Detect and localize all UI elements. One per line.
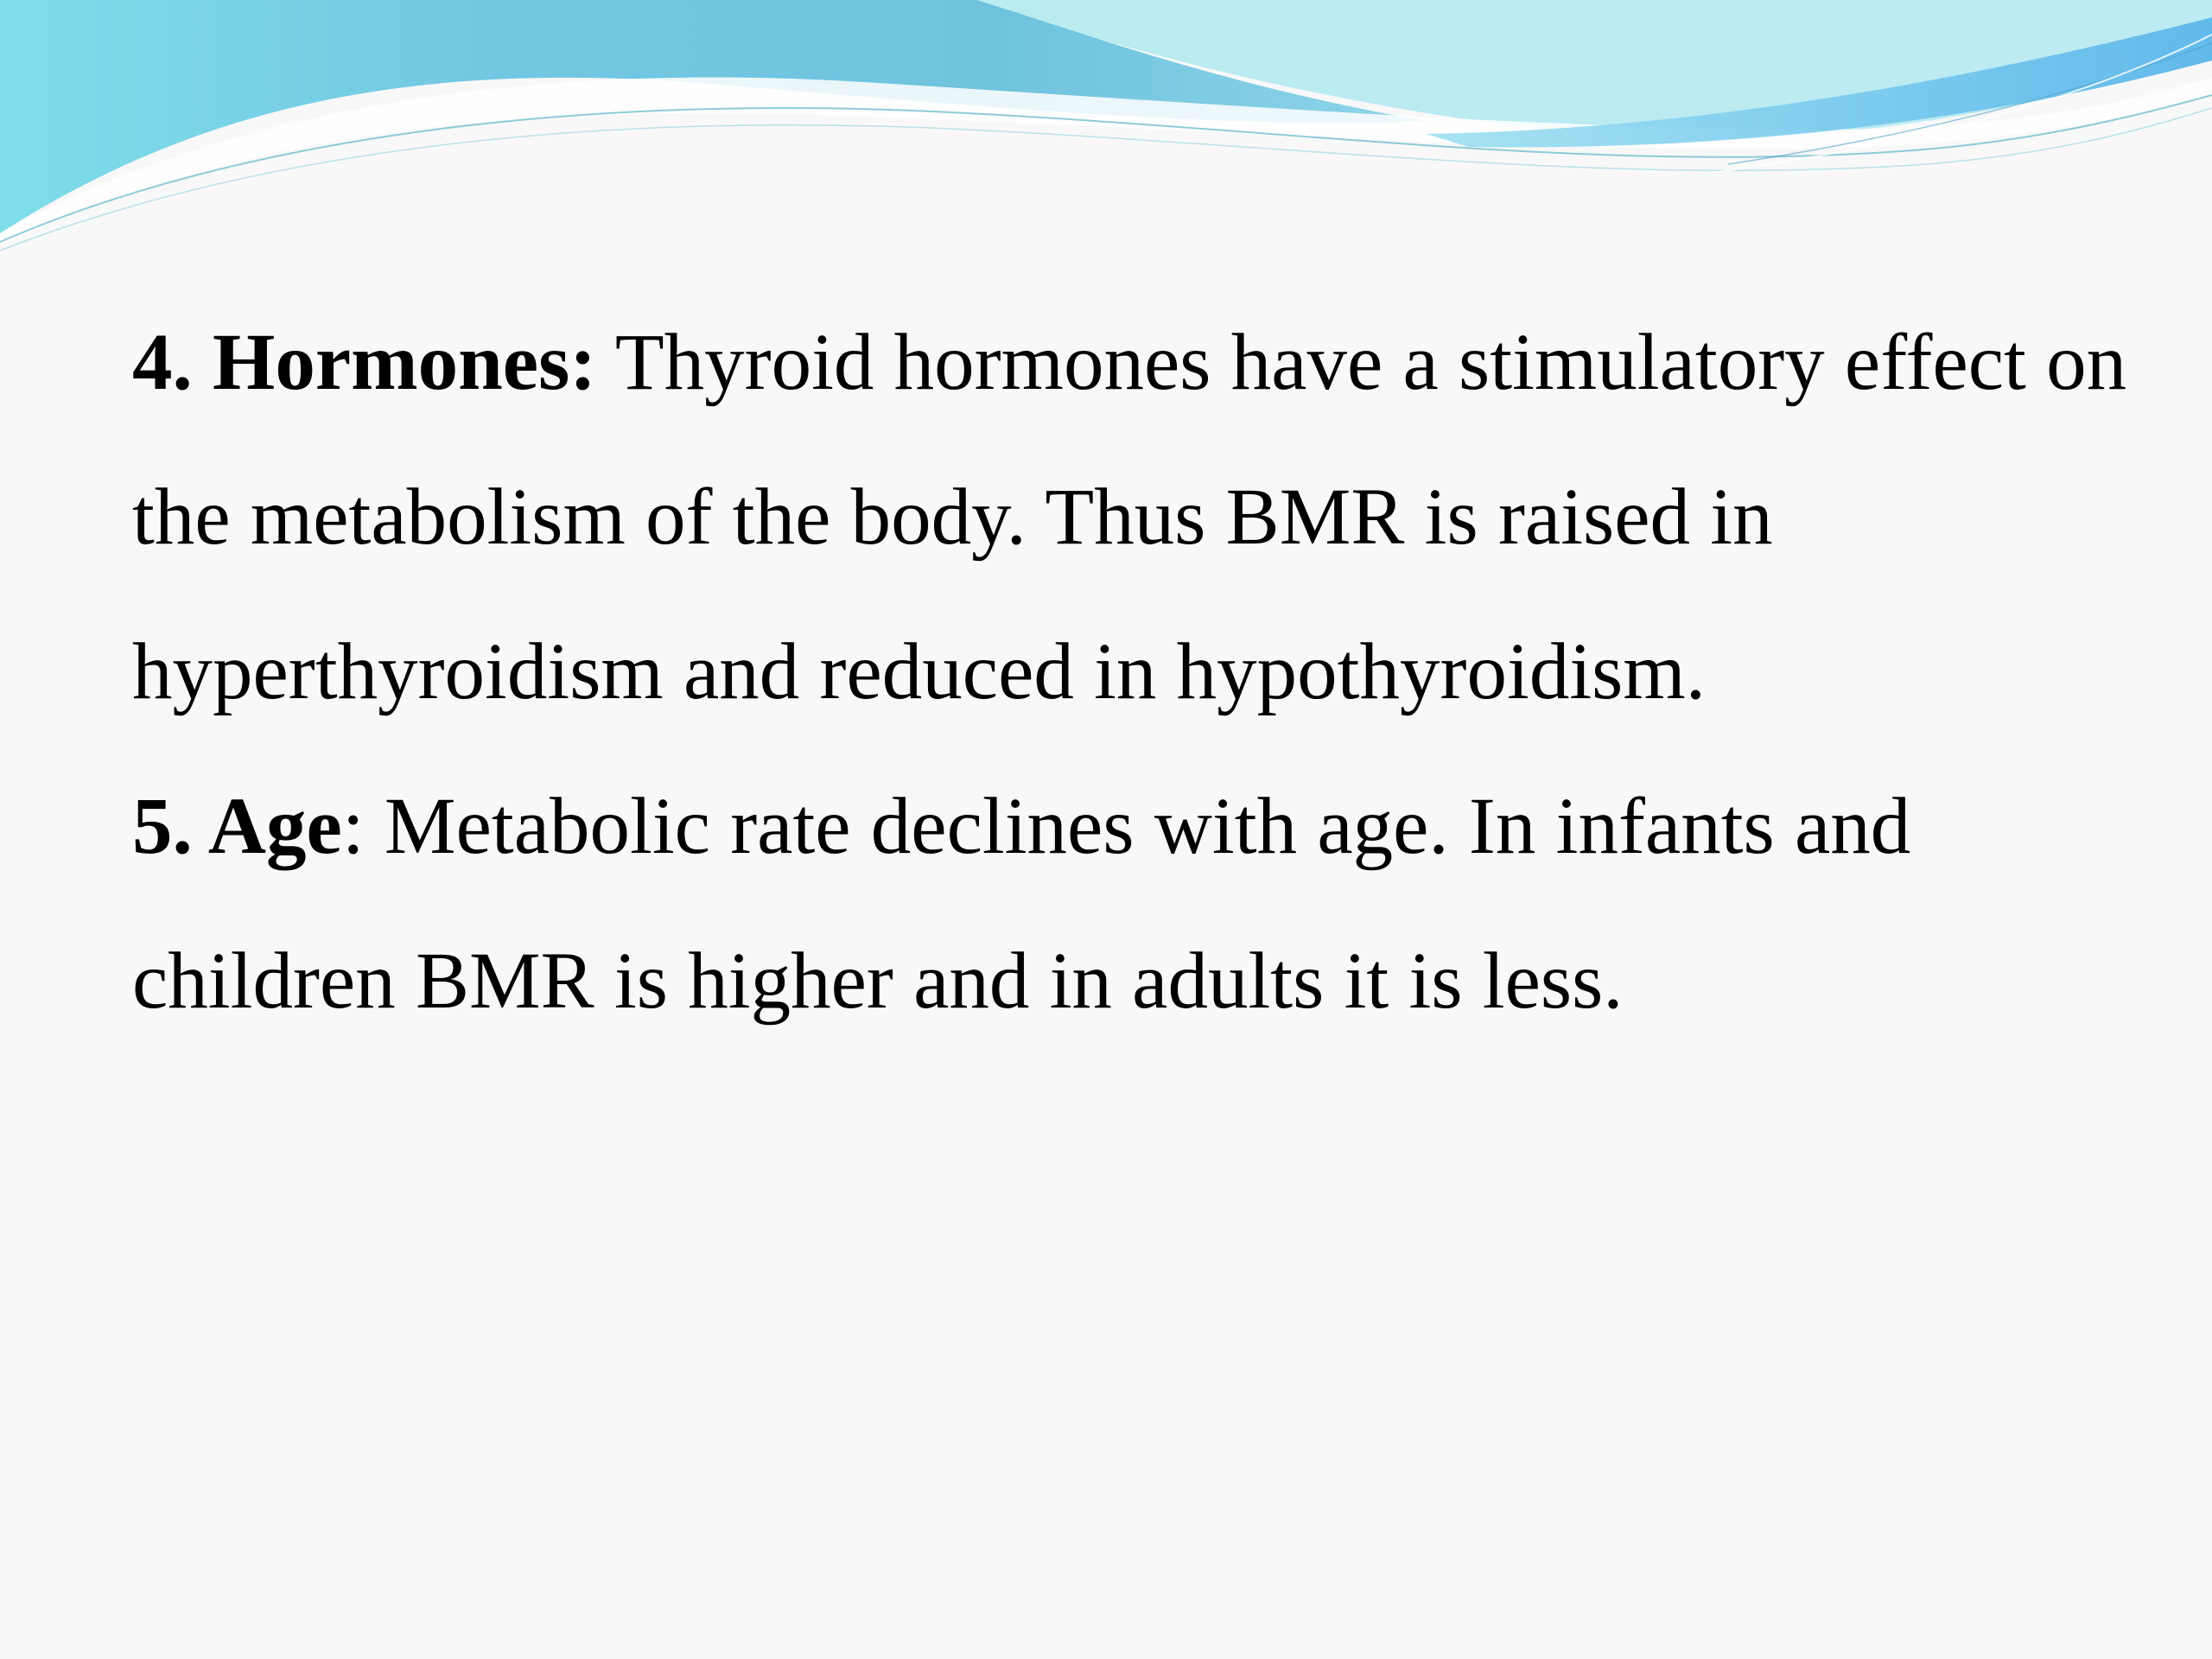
bullet-age-text: : Metabolic rate declines with age. In infants and children BMR is higher and in adults it is less. [132, 782, 1911, 1026]
bullet-hormones [132, 285, 2145, 749]
header-wave-decoration [0, 0, 2212, 259]
bullet-hormones-heading: 4. Hormones: [132, 318, 597, 407]
bullet-age [132, 749, 2145, 1058]
bullet-age-heading: 5. Age [132, 782, 342, 871]
slide-body [132, 285, 2145, 1058]
bullet-hormones-text: Thyroid hormones have a stimulatory effect on the metabolism of the body. Thus BMR is raised in hyperthyroidism and reduced in hypothyroidism. [132, 318, 2127, 716]
